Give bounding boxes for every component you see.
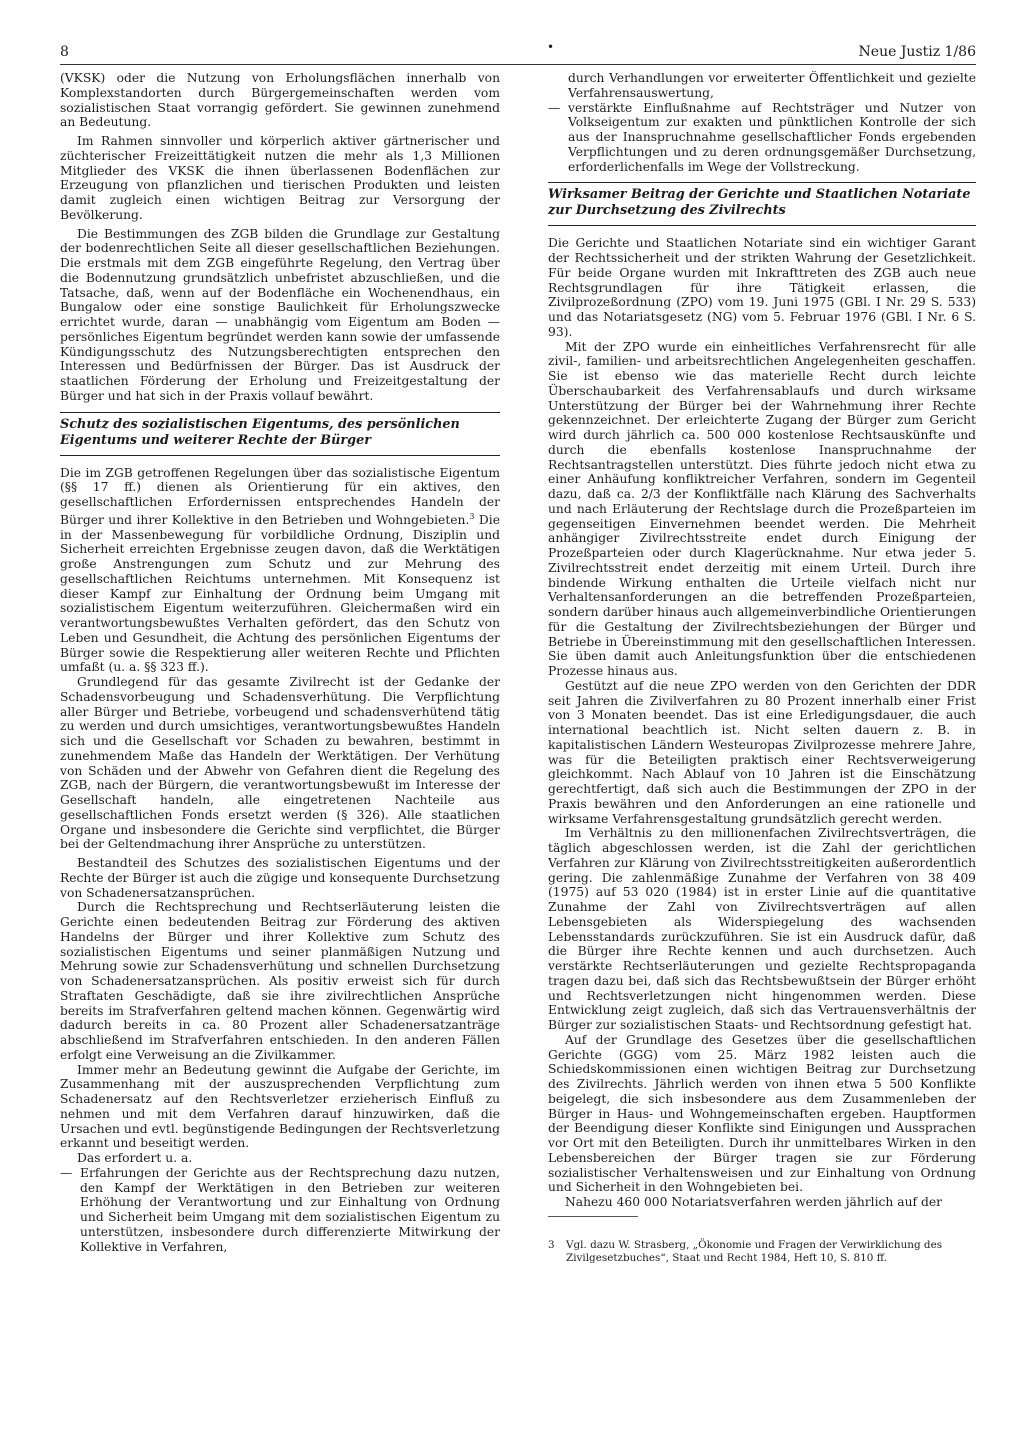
page-header	[60, 40, 976, 65]
paragraph: Bestandteil des Schutzes des sozialistischen Eigentums und der Rechte der Bürger ist auch die zügige und konsequente Durchsetzung von Schadenersatzansprüchen.	[60, 856, 500, 900]
journal-title: Neue Justiz 1/86	[858, 44, 976, 60]
list-item-text: durch Verhandlungen vor erweiterter Öffentlichkeit und gezielte Verfahrensauswertung,	[568, 71, 976, 100]
list-item-continuation	[548, 71, 976, 101]
paragraph: Die Gerichte und Staatlichen Notariate sind ein wichtiger Garant der Rechtssicherheit und der strikten Wahrung der Gesetzlichkeit. Für beide Organe wurden mit Inkrafttreten des ZGB auch neue Rechtsgrundlagen für ihre Tätigkeit erlassen, die Zivilprozeßordnung (ZPO) vom 19. Juni 1975 (GBl. I Nr. 29 S. 533) und das Notariatsgesetz (NG) vom 5. Februar 1976 (GBl. I Nr. 6 S. 93).	[548, 236, 976, 339]
list-item	[548, 101, 976, 175]
right-column	[548, 71, 976, 1381]
paragraph: Im Rahmen sinnvoller und körperlich aktiver gärtnerischer und züchterischer Freizeittätigkeit nutzen die mehr als 1,3 Millionen Mitglieder des VKSK die ihnen überlassenen Bodenflächen zur Erzeugung von pflanzlichen und tierischen Produkten und leisten damit zugleich einen wichtigen Beitrag zur Versorgung der Bevölkerung.	[60, 134, 500, 222]
footnote-text: Vgl. dazu W. Strasberg, „Ökonomie und Fragen der Verwirklichung des Zivilgesetzbuches“, Staat und Recht 1984, Heft 10, S. 810 ff.	[566, 1238, 943, 1264]
paragraph: Im Verhältnis zu den millionenfachen Zivilrechtsverträgen, die täglich abgeschlossen werden, ist die Zahl der gerichtlichen Verfahren zur Klärung von Zivilrechtsstreitigkeiten außerordentlich gering. Die zahlenmäßige Zunahme der Verfahren von 38 409 (1975) auf 53 020 (1984) ist in erster Linie auf die quantitative Zunahme der Zahl von Zivilrechtsverträgen auf allen Lebensgebieten als Widerspiegelung des wachsenden Lebensstandards zurückzuführen. Sie ist ein Ausdruck dafür, daß die Bürger ihre Rechte kennen und auch durchsetzen. Auch verstärkte Rechtserläuterungen und gezielte Rechtspropaganda tragen dazu bei, daß sich das Rechtsbewußtsein der Bürger erhöht und Rechtsverletzungen nicht hingenommen werden. Diese Entwicklung zeigt zugleich, daß sich das Vertrauensverhältnis der Bürger zur sozialistischen Staats- und Rechtsordnung gefestigt hat.	[548, 826, 976, 1032]
left-column	[60, 71, 500, 1381]
dash-marker: —	[548, 100, 561, 115]
paragraph: Mit der ZPO wurde ein einheitliches Verfahrensrecht für alle zivil-, familien- und arbeitsrechtlichen Angelegenheiten geschaffen. Sie ist ebenso wie das materielle Recht durch leichte Überschaubarkeit des Verfahrensablaufs und durch wirksame Unterstützung der Bürger bei der Wahrnehmung ihrer Rechte gekennzeichnet. Der erleichterte Zugang der Bürger zum Gericht wird durch jährlich ca. 500 000 kostenlose Rechtsauskünfte und durch die ebenfalls kostenlose Inanspruchnahme der Rechtsantragstellen unterstützt. Dies führte jedoch nicht etwa zu einer Anhäufung konfliktreicher Verfahren, sondern im Gegenteil dazu, daß ca. 2/3 der Konfliktfälle nach Klärung des Sachverhalts und nach Erläuterung der Rechtslage durch die Prozeßparteien im gegenseitigen Einvernehmen beendet werden. Die Mehrheit anhängiger Zivilrechtsstreite endet durch Einigung der Prozeßparteien oder durch Klagerücknahme. Nur etwa jeder 5. Zivilrechtsstreit endet derzeitig mit einem Urteil. Durch ihre bindende Wirkung enthalten die Urteile vielfach nicht nur Verhaltensanforderungen an die betreffenden Prozeßparteien, sondern darüber hinaus auch allgemeinverbindliche Orientierungen für die Gestaltung der Zivilrechtsbeziehungen der Bürger und Betriebe in Übereinstimmung mit den gesellschaftlichen Interessen. Sie üben damit auch Anleitungsfunktion über die entschiedenen Prozesse hinaus aus.	[548, 339, 976, 678]
list-item	[60, 1166, 500, 1255]
paragraph: Immer mehr an Bedeutung gewinnt die Aufgabe der Gerichte, im Zusammenhang mit der auszusprechenden Verpflichtung zum Schadenersatz auf den Rechtsverletzer erzieherisch Einfluß zu nehmen und mit dem Verfahren darauf hinzuwirken, daß die Ursachen und evtl. begünstigende Bedingungen der Rechtsverletzung erkannt und beseitigt werden.	[60, 1062, 500, 1151]
dash-marker: —	[60, 1165, 73, 1180]
paragraph: Auf der Grundlage des Gesetzes über die gesellschaftlichen Gerichte (GGG) vom 25. März 1982 leisten auch die Schiedskommissionen einen wichtigen Beitrag zur Durchsetzung des Zivilrechts. Jährlich werden von ihnen etwa 5 500 Konflikte beigelegt, die sich insbesondere aus dem Zusammenleben der Bürger in Haus- und Wohngemeinschaften ergeben. Hauptformen der Beendigung dieser Konflikte sind Einigungen und Aussprachen vor Ort mit den Beteiligten. Durch ihr unmittelbares Wirken in den Lebensbereichen der Bürger tragen sie zur Förderung sozialistischer Verhaltensweisen und zur Einhaltung von Ordnung und Sicherheit in den Wohngebieten bei.	[548, 1032, 976, 1195]
footnote-reference: 3	[469, 511, 475, 521]
page-number: 8	[60, 44, 69, 60]
paragraph: Nahezu 460 000 Notariatsverfahren werden jährlich auf der	[565, 1195, 942, 1209]
paragraph: Grundlegend für das gesamte Zivilrecht ist der Gedanke der Schadensvorbeugung und Schadensverhütung. Die Verpflichtung aller Bürger und Betriebe, vorbeugend und schadensverhütend tätig zu werden und durch umsichtiges, verantwortungsbewußtes Handeln sich und die Gesellschaft vor Schaden zu bewahren, bestimmt in zunehmendem Maße das Handeln der Werktätigen. Der Verhütung von Schäden und der Abwehr von Gefahren dient die Regelung des ZGB, nach der Bürgern, die verantwortungsbewußt im Interesse der Gesellschaft handeln, alle eingetretenen Nachteile aus gesellschaftlichen Fonds ersetzt werden (§ 326). Alle staatlichen Organe und insbesondere die Gerichte sind verpflichtet, die Bürger bei der Geltendmachung ihrer Ansprüche zu unterstützen.	[60, 675, 500, 852]
section-heading: Schutz des sozialistischen Eigentums, des persönlichen Eigentums und weiterer Rechte der Bürger	[60, 412, 500, 456]
text-columns	[60, 71, 976, 1381]
header-mark: •	[547, 40, 555, 54]
footnote	[548, 1239, 976, 1265]
paragraph: Die Bestimmungen des ZGB bilden die Grundlage zur Gestaltung der bodenrechtlichen Seite all dieser gesellschaftlichen Beziehungen. Die erstmals mit dem ZGB eingeführte Regelung, den Vertrag über die Bodennutzung grundsätzlich unbefristet abzuschließen, und die Tatsache, daß, wenn auf der Bodenfläche ein Wochenendhaus, ein Bungalow oder eine sonstige Baulichkeit für Erholungszwecke errichtet wurde, daran — unabhängig vom Eigentum am Boden — persönliches Eigentum begründet werden kann sowie der umfassende Kündigungsschutz des Nutzungsberechtigten entsprechen den Interessen und Bedürfnissen der Bürger. Das ist Ausdruck der staatlichen Förderung der Erholung und Freizeitgestaltung der Bürger und hat sich in der Praxis vollauf bewährt.	[60, 226, 500, 403]
footnote-divider	[548, 1216, 638, 1217]
section-heading: Wirksamer Beitrag der Gerichte und Staatlichen Notariate zur Durchsetzung des Zivilrechts	[548, 182, 976, 226]
paragraph-text: Die im ZGB getroffenen Regelungen über das sozialistische Eigentum (§§ 17 ff.) dienen als Orientierung für ein aktives, den gesellschaftlichen Erfordernissen entsprechendes Handeln der Bürger und ihrer Kollektive in den Betrieben und Wohngebieten.	[60, 465, 500, 527]
paragraph	[60, 466, 500, 676]
paragraph: Gestützt auf die neue ZPO werden von den Gerichten der DDR seit Jahren die Zivilverfahren zu 80 Prozent innerhalb einer Frist von 3 Monaten beendet. Das ist eine Erledigungsdauer, die auch international beachtlich ist. Nicht selten dauern z. B. in kapitalistischen Ländern Westeuropas Zivilprozesse mehrere Jahre, was für die Beteiligten praktisch einer Rechtsverweigerung gleichkommt. Nach Ablauf von 10 Jahren ist die Einschätzung gerechtfertigt, daß sich auch die Bestimmungen der ZPO in der Praxis bewähren und den Anforderungen an eine rationelle und wirksame Verfahrensgestaltung grundsätzlich gerecht werden.	[548, 678, 976, 826]
footnote-number: 3	[548, 1238, 555, 1251]
paragraph-text: Die in der Massenbewegung für vorbildliche Ordnung, Disziplin und Sicherheit erreichten Ergebnisse zeugen davon, daß die Werktätigen große Anstrengungen zum Schutz und zur Mehrung des gesellschaftlichen Reichtums unternehmen. Mit Konsequenz ist dieser Kampf zur Einhaltung der Ordnung beim Umgang mit sozialistischem Eigentum weiterzuführen. Gleichermaßen wird ein verantwortungsbewußtes Verhalten gefördert, das den Schutz von Leben und Gesundheit, die Achtung des persönlichen Eigentums der Bürger sowie die Respektierung aller weiteren Rechte und Pflichten umfaßt (u. a. §§ 323 ff.).	[60, 512, 500, 675]
paragraph: Durch die Rechtsprechung und Rechtserläuterung leisten die Gerichte einen bedeutenden Beitrag zur Förderung des aktiven Handelns der Bürger und ihrer Kollektive zum Schutz des sozialistischen Eigentums und seiner planmäßigen Nutzung und Mehrung sowie zur Schadensverhütung und schnellen Durchsetzung von Schadenersatzansprüchen. Als positiv erweist sich für durch Straftaten Geschädigte, daß sie ihre zivilrechtlichen Ansprüche bereits im Strafverfahren geltend machen können. Gegenwärtig wird dadurch bereits in ca. 80 Prozent aller Schadenersatzanträge abschließend im Strafverfahren entschieden. In den anderen Fällen erfolgt eine Verweisung an die Zivilkammer.	[60, 900, 500, 1062]
list-item-text: verstärkte Einflußnahme auf Rechtsträger und Nutzer von Volkseigentum zur exakten und pünktlichen Kontrolle der sich aus der Inanspruchnahme gesellschaftlicher Fonds ergebenden Verpflichtungen und zu deren ordnungsgemäßer Durchsetzung, erforderlichenfalls im Wege der Vollstreckung.	[568, 100, 976, 174]
paragraph: (VKSK) oder die Nutzung von Erholungsflächen innerhalb von Komplexstandorten durch Bürgergemeinschaften werden vom sozialistischen Staat vorrangig gefördert. Sie gewinnen zunehmend an Bedeutung.	[60, 71, 500, 130]
paragraph: Das erfordert u. a.	[77, 1151, 193, 1166]
list-item-text: Erfahrungen der Gerichte aus der Rechtsprechung dazu nutzen, den Kampf der Werktätigen in den Betrieben zur weiteren Erhöhung der Verantwortung und zur Einhaltung von Ordnung und Sicherheit beim Umgang mit dem sozialistischen Eigentum zu unterstützen, insbesondere durch differenzierte Mitwirkung der Kollektive in Verfahren,	[80, 1165, 500, 1254]
